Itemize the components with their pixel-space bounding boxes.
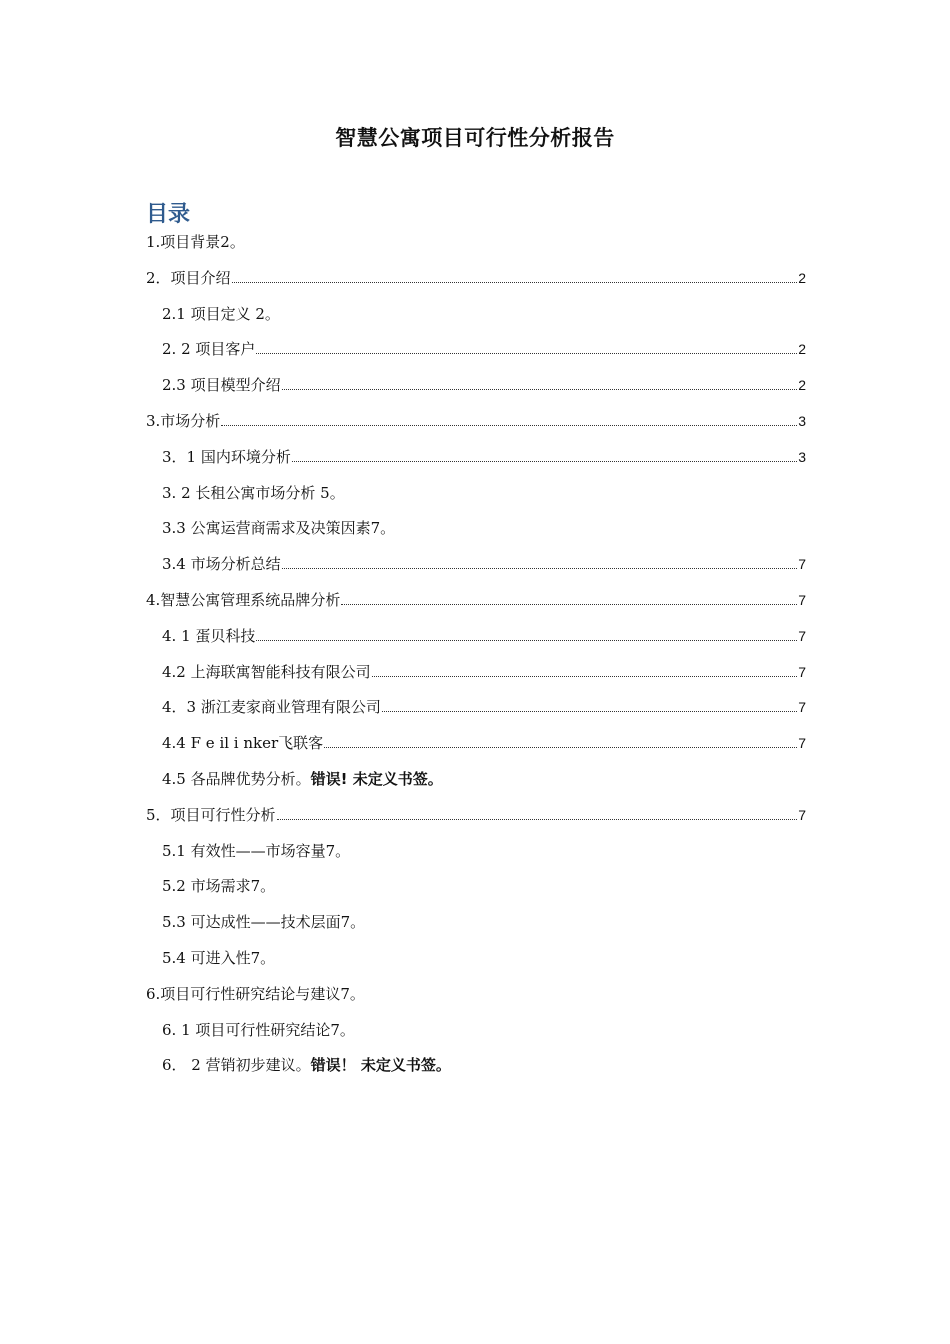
toc-entry-label: 6． 2 营销初步建议。 <box>162 1056 311 1075</box>
toc-entry-label: 3.市场分析 <box>146 412 221 430</box>
toc-entry-label: 2．项目介绍 <box>146 268 231 287</box>
toc-page-number: 3 <box>798 448 806 465</box>
toc-entry-label: 4．3 浙江麦家商业管理有限公司 <box>162 698 381 717</box>
toc-entry[interactable] <box>162 658 806 682</box>
toc-entry[interactable] <box>162 944 275 968</box>
toc-page-number: 2 <box>798 269 806 286</box>
toc-entry-label: 2. 2 项目客户 <box>162 340 256 359</box>
toc-page-number: 7 <box>798 806 806 823</box>
toc-entry[interactable] <box>162 335 806 359</box>
toc-dot-leader <box>232 282 798 283</box>
toc-entry[interactable] <box>146 586 806 610</box>
toc-heading: 目录 <box>146 202 191 227</box>
toc-entry[interactable] <box>162 693 806 717</box>
toc-dot-leader <box>282 389 798 390</box>
toc-entry-label: 4.5 各品牌优势分析。 <box>162 770 311 788</box>
toc-dot-leader <box>221 425 797 426</box>
toc-entry[interactable] <box>162 479 345 503</box>
toc-error-text: 错误！ 未定义书签。 <box>310 1056 451 1075</box>
toc-entry-label: 4.4 F e il i nker飞联客 <box>162 734 324 753</box>
page-title: 智慧公寓项目可行性分析报告 <box>335 125 615 150</box>
toc-entry-label: 3. 2 长租公寓市场分析 5。 <box>162 483 345 502</box>
toc-page-number: 7 <box>798 592 806 608</box>
toc-dot-leader <box>282 568 798 569</box>
toc-page-number: 2 <box>798 377 806 394</box>
toc-entry-label: 3.3 公寓运营商需求及决策因素7。 <box>162 519 396 538</box>
toc-entry[interactable] <box>162 371 806 395</box>
toc-dot-leader <box>256 640 797 641</box>
toc-entry[interactable] <box>162 443 806 467</box>
toc-entry[interactable] <box>162 908 365 932</box>
toc-entry-label: 2.1 项目定义 2。 <box>162 304 280 323</box>
toc-entry[interactable] <box>162 1051 451 1075</box>
toc-error-text: 错误! 未定义书签。 <box>310 770 443 788</box>
toc-dot-leader <box>341 604 797 605</box>
toc-entry-label: 3．1 国内环境分析 <box>162 447 291 466</box>
toc-entry-label: 2.3 项目模型介绍 <box>162 376 281 395</box>
toc-page-number: 3 <box>798 413 806 429</box>
toc-page-number: 7 <box>798 699 806 716</box>
toc-entry-label: 4. 1 蛋贝科技 <box>162 626 256 645</box>
toc-entry[interactable] <box>146 407 806 431</box>
toc-entry-label: 5.3 可达成性——技术层面7。 <box>162 913 366 932</box>
toc-dot-leader <box>277 819 798 820</box>
toc-entry-label: 5.2 市场需求7。 <box>162 877 276 896</box>
toc-page-number: 2 <box>798 341 806 358</box>
toc-dot-leader <box>292 461 797 462</box>
toc-page-number: 7 <box>798 663 806 680</box>
toc-page-number: 7 <box>798 556 806 573</box>
toc-entry[interactable] <box>162 729 806 753</box>
toc-entry-label: 3.4 市场分析总结 <box>162 555 281 574</box>
toc-entry-label: 4.2 上海联寓智能科技有限公司 <box>162 662 371 681</box>
toc-entry-label: 6.项目可行性研究结论与建议7。 <box>146 984 365 1003</box>
toc-dot-leader <box>382 711 797 712</box>
toc-entry[interactable] <box>162 550 806 574</box>
toc-entry[interactable] <box>162 765 443 789</box>
toc-entry[interactable] <box>146 980 365 1004</box>
toc-entry-label: 5．项目可行性分析 <box>146 805 276 824</box>
toc-entry[interactable] <box>162 837 350 861</box>
toc-entry-label: 5.1 有效性——市场容量7。 <box>162 841 351 860</box>
toc-entry-label: 6. 1 项目可行性研究结论7。 <box>162 1020 355 1039</box>
toc-dot-leader <box>256 353 797 354</box>
toc-page-number: 7 <box>798 627 806 644</box>
toc-entry[interactable] <box>162 1016 355 1040</box>
toc-dot-leader <box>324 747 797 748</box>
toc-page-number: 7 <box>798 735 806 752</box>
toc-entry[interactable] <box>146 264 806 288</box>
toc-entry-label: 5.4 可进入性7。 <box>162 949 276 967</box>
toc-entry[interactable] <box>162 622 806 646</box>
toc-entry[interactable] <box>162 514 395 538</box>
toc-entry[interactable] <box>146 228 245 252</box>
toc-entry[interactable] <box>162 872 275 896</box>
toc-entry-label: 1.项目背景2。 <box>146 233 245 251</box>
toc-entry[interactable] <box>146 801 806 825</box>
toc-entry-label: 4.智慧公寓管理系统品牌分析 <box>146 591 341 609</box>
toc-entry[interactable] <box>162 300 280 324</box>
toc-dot-leader <box>372 676 798 677</box>
